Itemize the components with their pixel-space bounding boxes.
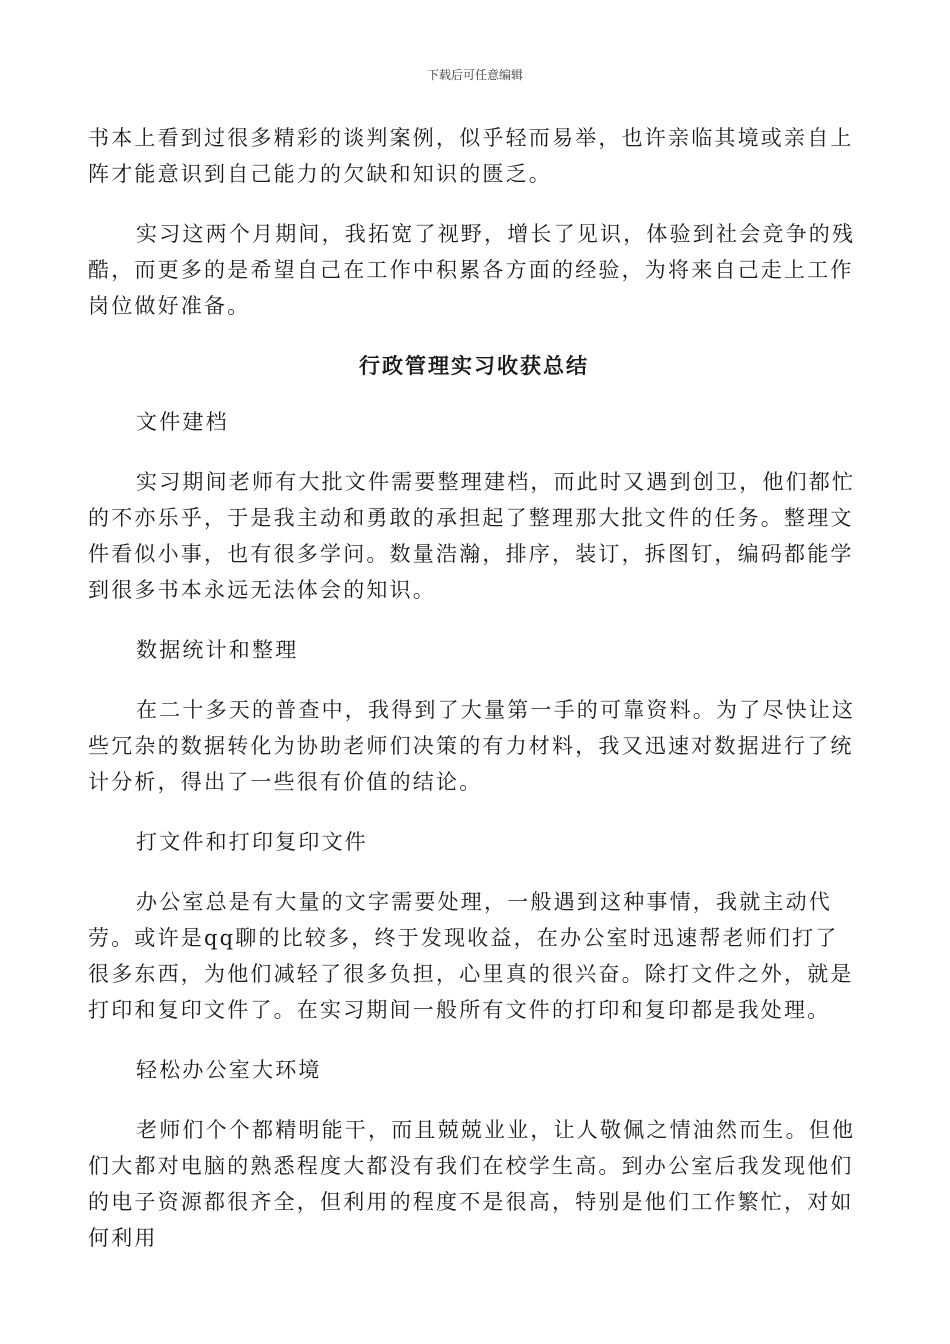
subtitle-typing: 打文件和打印复印文件: [136, 830, 368, 854]
document-body: [88, 120, 860, 1280]
subtitle-filing: 文件建档: [136, 410, 229, 434]
section-title: 行政管理实习收获总结: [359, 353, 589, 378]
paragraph-internship: 实习这两个月期间，我拓宽了视野，增长了见识，体验到社会竞争的残酷，而更多的是希望自己在工作中积累各方面的经验，为将来自己走上工作岗位做好准备。: [88, 222, 856, 318]
subtitle-statistics: 数据统计和整理: [136, 638, 299, 662]
paragraph-typing: 办公室总是有大量的文字需要处理，一般遇到这种事情，我就主动代劳。或许是qq聊的比较多，终于发现收益，在办公室时迅速帮老师们打了很多东西，为他们减轻了很多负担，心里真的很兴奋。除打文件之外，就是打印和复印文件了。在实习期间一般所有文件的打印和复印都是我处理。: [88, 890, 854, 1022]
paragraph-intro: 书本上看到过很多精彩的谈判案例，似乎轻而易举，也许亲临其境或亲自上阵才能意识到自己能力的欠缺和知识的匮乏。: [88, 126, 854, 186]
subtitle-office-environment: 轻松办公室大环境: [136, 1058, 322, 1082]
page-header: 下载后可任意编辑: [426, 68, 523, 82]
paragraph-filing: 实习期间老师有大批文件需要整理建档，而此时又遇到创卫，他们都忙的不亦乐乎，于是我主动和勇敢的承担起了整理那大批文件的任务。整理文件看似小事，也有很多学问。数量浩瀚，排序，装订，拆图钉，编码都能学到很多书本永远无法体会的知识。: [88, 470, 856, 602]
paragraph-statistics: 在二十多天的普查中，我得到了大量第一手的可靠资料。为了尽快让这些冗杂的数据转化为协助老师们决策的有力材料，我又迅速对数据进行了统计分析，得出了一些很有价值的结论。: [88, 698, 856, 794]
paragraph-office-environment: 老师们个个都精明能干，而且兢兢业业，让人敬佩之情油然而生。但他们大都对电脑的熟悉程度大都没有我们在校学生高。到办公室后我发现他们的电子资源都很齐全，但利用的程度不是很高，特别是他们工作繁忙，对如何利用: [88, 1118, 856, 1250]
